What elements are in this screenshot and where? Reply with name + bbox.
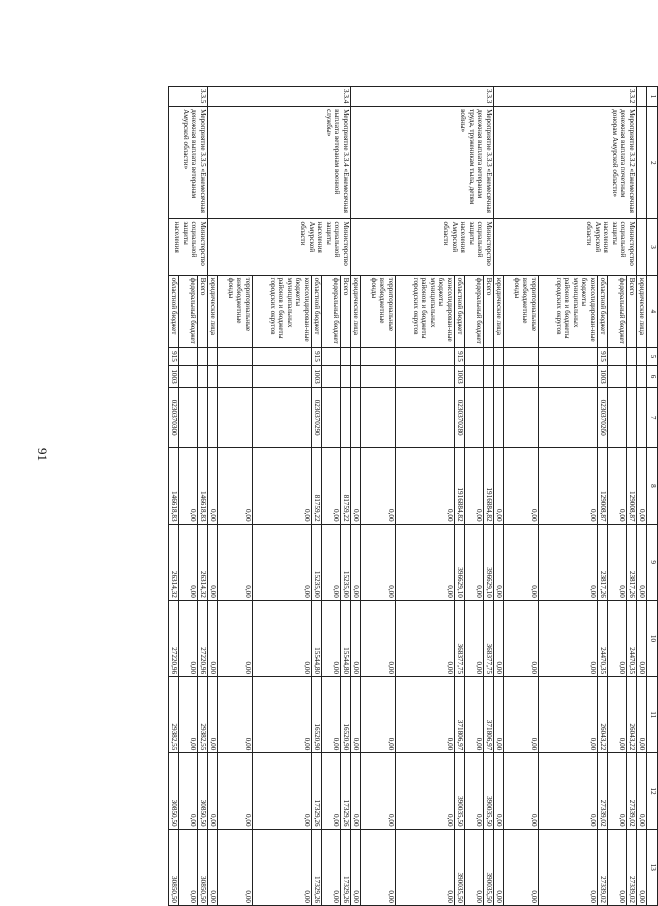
cell-col-10: 368377,75 <box>484 600 494 676</box>
cell-col-7 <box>504 388 539 448</box>
cell-col-11: 16520,90 <box>341 677 351 753</box>
budget-table-container <box>118 86 658 906</box>
cell-col-13: 30850,50 <box>169 829 179 905</box>
cell-col-7 <box>484 388 494 448</box>
cell-col-7 <box>179 388 198 448</box>
cell-col-5 <box>494 347 504 365</box>
cell-col-9: 15235,00 <box>341 524 351 600</box>
measure-name-cell: Мероприятие 3.3.3 «Ежемесячная денежная выплата ветеранам труда, труженикам тыла, детям войны» <box>351 107 494 219</box>
cell-col-12: 30850,50 <box>169 753 179 829</box>
cell-col-10: 0,00 <box>208 600 218 676</box>
cell-col-4: областной бюджет <box>598 275 608 347</box>
cell-col-9: 0,00 <box>396 524 455 600</box>
item-number-cell: 3.3.2 <box>494 87 637 107</box>
cell-col-10: 24470,35 <box>598 600 608 676</box>
column-header-3: 3 <box>647 219 658 275</box>
cell-col-6 <box>179 365 198 387</box>
cell-col-13: 30850,50 <box>198 829 208 905</box>
cell-col-10: 0,00 <box>322 600 341 676</box>
cell-col-9: 0,00 <box>637 524 647 600</box>
cell-col-5 <box>341 347 351 365</box>
cell-col-7 <box>465 388 484 448</box>
cell-col-8: 81759,22 <box>312 448 322 524</box>
cell-col-12: 0,00 <box>218 753 253 829</box>
cell-col-12: 0,00 <box>539 753 598 829</box>
cell-col-5 <box>504 347 539 365</box>
cell-col-11: 29382,55 <box>198 677 208 753</box>
cell-col-9: 0,00 <box>208 524 218 600</box>
column-header-4: 4 <box>647 275 658 347</box>
cell-col-4: федеральный бюджет <box>465 275 484 347</box>
table-row <box>198 87 208 906</box>
cell-col-4: Всего <box>198 275 208 347</box>
cell-col-9: 396629,10 <box>484 524 494 600</box>
cell-col-4: юридические лица <box>494 275 504 347</box>
cell-col-5 <box>627 347 637 365</box>
cell-col-5 <box>351 347 361 365</box>
cell-col-5: 915 <box>312 347 322 365</box>
cell-col-11: 0,00 <box>322 677 341 753</box>
cell-col-13: 0,00 <box>361 829 396 905</box>
cell-col-4: территориальные внебюджетные фонды <box>504 275 539 347</box>
cell-col-11: 29382,55 <box>169 677 179 753</box>
cell-col-12: 0,00 <box>396 753 455 829</box>
cell-col-11: 0,00 <box>637 677 647 753</box>
cell-col-9: 15235,00 <box>312 524 322 600</box>
cell-col-6 <box>361 365 396 387</box>
table-row <box>627 87 637 906</box>
cell-col-4: консолидирован-ные бюджеты муниципальных районов и бюджеты городских округов <box>539 275 598 347</box>
cell-col-7 <box>208 388 218 448</box>
cell-col-12: 0,00 <box>179 753 198 829</box>
cell-col-9: 26314,32 <box>169 524 179 600</box>
cell-col-8: 0,00 <box>465 448 484 524</box>
cell-col-8: 0,00 <box>396 448 455 524</box>
cell-col-7 <box>198 388 208 448</box>
cell-col-12: 27339,02 <box>627 753 637 829</box>
cell-col-9: 0,00 <box>351 524 361 600</box>
measure-name-cell: Мероприятие 3.3.4 «Ежемесячная выплата ветеранам военной службы» <box>208 107 351 219</box>
cell-col-8: 0,00 <box>253 448 312 524</box>
cell-col-4: Всего <box>341 275 351 347</box>
cell-col-10: 27220,96 <box>169 600 179 676</box>
cell-col-13: 0,00 <box>253 829 312 905</box>
cell-col-9: 0,00 <box>361 524 396 600</box>
cell-col-10: 0,00 <box>361 600 396 676</box>
cell-col-13: 0,00 <box>322 829 341 905</box>
cell-col-10: 15544,80 <box>341 600 351 676</box>
cell-col-9: 0,00 <box>539 524 598 600</box>
cell-col-5: 915 <box>598 347 608 365</box>
executor-cell: Министерство социальной защиты населения Амурской области <box>208 219 351 275</box>
cell-col-5 <box>322 347 341 365</box>
cell-col-11: 0,00 <box>465 677 484 753</box>
cell-col-12: 30850,50 <box>198 753 208 829</box>
cell-col-12: 17329,26 <box>341 753 351 829</box>
cell-col-8: 0,00 <box>494 448 504 524</box>
cell-col-6 <box>253 365 312 387</box>
cell-col-5 <box>608 347 627 365</box>
cell-col-7 <box>494 388 504 448</box>
column-header-6: 6 <box>647 365 658 387</box>
cell-col-13: 0,00 <box>396 829 455 905</box>
cell-col-10: 0,00 <box>253 600 312 676</box>
cell-col-13: 17329,26 <box>341 829 351 905</box>
cell-col-10: 0,00 <box>637 600 647 676</box>
table-row <box>484 87 494 906</box>
column-header-9: 9 <box>647 524 658 600</box>
cell-col-8: 146618,83 <box>169 448 179 524</box>
cell-col-4: консолидирован-ные бюджеты муниципальных районов и бюджеты городских округов <box>253 275 312 347</box>
cell-col-13: 0,00 <box>465 829 484 905</box>
cell-col-12: 390035,50 <box>484 753 494 829</box>
cell-col-13: 0,00 <box>539 829 598 905</box>
cell-col-4: федеральный бюджет <box>179 275 198 347</box>
cell-col-11: 0,00 <box>539 677 598 753</box>
cell-col-6 <box>539 365 598 387</box>
cell-col-11: 371806,97 <box>455 677 465 753</box>
budget-table <box>168 86 658 906</box>
column-header-7: 7 <box>647 388 658 448</box>
cell-col-11: 0,00 <box>208 677 218 753</box>
cell-col-11: 0,00 <box>218 677 253 753</box>
cell-col-6 <box>494 365 504 387</box>
cell-col-4: Всего <box>627 275 637 347</box>
cell-col-8: 129008,87 <box>598 448 608 524</box>
column-header-13: 13 <box>647 829 658 905</box>
cell-col-8: 129008,87 <box>627 448 637 524</box>
column-header-1: 1 <box>647 87 658 107</box>
cell-col-9: 0,00 <box>218 524 253 600</box>
cell-col-8: 0,00 <box>539 448 598 524</box>
cell-col-9: 0,00 <box>504 524 539 600</box>
cell-col-13: 27339,02 <box>598 829 608 905</box>
cell-col-10: 0,00 <box>396 600 455 676</box>
cell-col-6 <box>351 365 361 387</box>
cell-col-5 <box>539 347 598 365</box>
cell-col-5 <box>637 347 647 365</box>
cell-col-11: 16520,90 <box>312 677 322 753</box>
cell-col-5 <box>361 347 396 365</box>
cell-col-12: 0,00 <box>637 753 647 829</box>
cell-col-6: 1003 <box>169 365 179 387</box>
cell-col-5: 915 <box>169 347 179 365</box>
cell-col-7 <box>253 388 312 448</box>
cell-col-6 <box>322 365 341 387</box>
cell-col-11: 0,00 <box>253 677 312 753</box>
column-header-8: 8 <box>647 448 658 524</box>
cell-col-7 <box>341 388 351 448</box>
cell-col-12: 0,00 <box>322 753 341 829</box>
cell-col-9: 0,00 <box>179 524 198 600</box>
cell-col-10: 0,00 <box>494 600 504 676</box>
cell-col-4: областной бюджет <box>455 275 465 347</box>
cell-col-9: 26314,32 <box>198 524 208 600</box>
cell-col-4: юридические лица <box>208 275 218 347</box>
measure-name-cell: Мероприятие 3.3.2 «Ежемесячная денежная выплата почетным донорам Амурской области» <box>494 107 637 219</box>
cell-col-10: 0,00 <box>465 600 484 676</box>
cell-col-6 <box>627 365 637 387</box>
cell-col-8: 0,00 <box>504 448 539 524</box>
cell-col-13: 0,00 <box>637 829 647 905</box>
cell-col-13: 0,00 <box>351 829 361 905</box>
executor-cell: Министерство социальной защиты населения Амурской области <box>351 219 494 275</box>
cell-col-6 <box>608 365 627 387</box>
continuation-cell <box>637 219 647 275</box>
cell-col-6 <box>218 365 253 387</box>
cell-col-9: 23817,26 <box>598 524 608 600</box>
cell-col-8: 1916884,82 <box>455 448 465 524</box>
cell-col-12: 0,00 <box>608 753 627 829</box>
cell-col-5 <box>208 347 218 365</box>
cell-col-8: 0,00 <box>637 448 647 524</box>
cell-col-6 <box>465 365 484 387</box>
cell-col-5 <box>396 347 455 365</box>
cell-col-11: 0,00 <box>494 677 504 753</box>
cell-col-4: консолидирован-ные бюджеты муниципальных районов и бюджеты городских округов <box>396 275 455 347</box>
cell-col-5 <box>484 347 494 365</box>
cell-col-11: 371806,97 <box>484 677 494 753</box>
cell-col-7 <box>539 388 598 448</box>
item-number-cell: 3.3.3 <box>351 87 494 107</box>
cell-col-5 <box>465 347 484 365</box>
cell-col-12: 0,00 <box>208 753 218 829</box>
cell-col-6 <box>637 365 647 387</box>
table-row <box>637 87 647 906</box>
cell-col-12: 0,00 <box>361 753 396 829</box>
executor-cell: Министерство социальной защиты населения <box>169 219 208 275</box>
cell-col-13: 27339,02 <box>627 829 637 905</box>
cell-col-8: 0,00 <box>361 448 396 524</box>
cell-col-11: 0,00 <box>179 677 198 753</box>
cell-col-6 <box>396 365 455 387</box>
cell-col-13: 0,00 <box>504 829 539 905</box>
cell-col-8: 0,00 <box>218 448 253 524</box>
cell-col-8: 0,00 <box>351 448 361 524</box>
cell-col-7 <box>361 388 396 448</box>
cell-col-12: 0,00 <box>351 753 361 829</box>
cell-col-5: 915 <box>455 347 465 365</box>
cell-col-10: 0,00 <box>504 600 539 676</box>
cell-col-8: 1916884,82 <box>484 448 494 524</box>
cell-col-9: 0,00 <box>608 524 627 600</box>
cell-col-13: 390035,50 <box>455 829 465 905</box>
cell-col-10: 0,00 <box>179 600 198 676</box>
cell-col-4: областной бюджет <box>169 275 179 347</box>
cell-col-12: 0,00 <box>504 753 539 829</box>
cell-col-6 <box>341 365 351 387</box>
cell-col-7 <box>351 388 361 448</box>
cell-col-6 <box>484 365 494 387</box>
cell-col-11: 26043,22 <box>598 677 608 753</box>
cell-col-5 <box>198 347 208 365</box>
cell-col-8: 0,00 <box>322 448 341 524</box>
cell-col-10: 0,00 <box>218 600 253 676</box>
cell-col-10: 24470,35 <box>627 600 637 676</box>
cell-col-9: 0,00 <box>322 524 341 600</box>
executor-cell: Министерство социальной защиты населения Амурской области <box>494 219 637 275</box>
cell-col-8: 0,00 <box>208 448 218 524</box>
cell-col-9: 0,00 <box>253 524 312 600</box>
cell-col-8: 146618,83 <box>198 448 208 524</box>
cell-col-7 <box>218 388 253 448</box>
cell-col-11: 26043,22 <box>627 677 637 753</box>
cell-col-4: федеральный бюджет <box>608 275 627 347</box>
cell-col-8: 0,00 <box>608 448 627 524</box>
cell-col-11: 0,00 <box>396 677 455 753</box>
item-number-cell: 3.3.5 <box>169 87 208 107</box>
continuation-cell <box>637 107 647 219</box>
cell-col-8: 81759,22 <box>341 448 351 524</box>
cell-col-8: 0,00 <box>179 448 198 524</box>
header-row <box>647 87 658 906</box>
cell-col-7: 02303702б0 <box>598 388 608 448</box>
cell-col-11: 0,00 <box>608 677 627 753</box>
cell-col-5 <box>253 347 312 365</box>
cell-col-7: 0230370290 <box>312 388 322 448</box>
cell-col-6: 1003 <box>312 365 322 387</box>
cell-col-13: 0,00 <box>218 829 253 905</box>
cell-col-6 <box>198 365 208 387</box>
column-header-2: 2 <box>647 107 658 219</box>
table-row <box>341 87 351 906</box>
cell-col-7 <box>322 388 341 448</box>
cell-col-4: Всего <box>484 275 494 347</box>
cell-col-7: 0230370300 <box>169 388 179 448</box>
cell-col-7 <box>396 388 455 448</box>
column-header-12: 12 <box>647 753 658 829</box>
cell-col-13: 390035,50 <box>484 829 494 905</box>
cell-col-13: 17329,26 <box>312 829 322 905</box>
table-body <box>169 87 658 906</box>
cell-col-4: территориальные внебюджетные фонды <box>361 275 396 347</box>
cell-col-13: 0,00 <box>494 829 504 905</box>
cell-col-9: 0,00 <box>465 524 484 600</box>
column-header-11: 11 <box>647 677 658 753</box>
cell-col-9: 0,00 <box>494 524 504 600</box>
column-header-10: 10 <box>647 600 658 676</box>
cell-col-13: 0,00 <box>608 829 627 905</box>
cell-col-6: 1003 <box>598 365 608 387</box>
cell-col-13: 0,00 <box>179 829 198 905</box>
cell-col-7: 0230370280 <box>455 388 465 448</box>
continuation-cell <box>637 87 647 107</box>
cell-col-12: 27339,02 <box>598 753 608 829</box>
cell-col-5 <box>179 347 198 365</box>
cell-col-6 <box>208 365 218 387</box>
cell-col-12: 390035,50 <box>455 753 465 829</box>
cell-col-7 <box>608 388 627 448</box>
cell-col-13: 0,00 <box>208 829 218 905</box>
cell-col-12: 17329,26 <box>312 753 322 829</box>
cell-col-10: 0,00 <box>608 600 627 676</box>
measure-name-cell: Мероприятие 3.3.5 «Ежемесячная денежная выплата ветеранам Амурской области» <box>169 107 208 219</box>
cell-col-11: 0,00 <box>361 677 396 753</box>
cell-col-10: 0,00 <box>539 600 598 676</box>
cell-col-12: 0,00 <box>494 753 504 829</box>
cell-col-11: 0,00 <box>351 677 361 753</box>
cell-col-9: 396629,10 <box>455 524 465 600</box>
cell-col-10: 15544,80 <box>312 600 322 676</box>
cell-col-4: территориальные внебюджетные фонды <box>218 275 253 347</box>
cell-col-9: 23817,26 <box>627 524 637 600</box>
cell-col-4: юридические лица <box>637 275 647 347</box>
cell-col-4: областной бюджет <box>312 275 322 347</box>
cell-col-6: 1003 <box>455 365 465 387</box>
cell-col-10: 368377,75 <box>455 600 465 676</box>
page-number: 91 <box>35 448 50 461</box>
cell-col-6 <box>504 365 539 387</box>
cell-col-7 <box>637 388 647 448</box>
cell-col-7 <box>627 388 637 448</box>
item-number-cell: 3.3.4 <box>208 87 351 107</box>
cell-col-5 <box>218 347 253 365</box>
cell-col-4: федеральный бюджет <box>322 275 341 347</box>
cell-col-4: юридические лица <box>351 275 361 347</box>
cell-col-11: 0,00 <box>504 677 539 753</box>
cell-col-12: 0,00 <box>253 753 312 829</box>
cell-col-12: 0,00 <box>465 753 484 829</box>
cell-col-10: 0,00 <box>351 600 361 676</box>
cell-col-10: 27220,96 <box>198 600 208 676</box>
column-header-5: 5 <box>647 347 658 365</box>
